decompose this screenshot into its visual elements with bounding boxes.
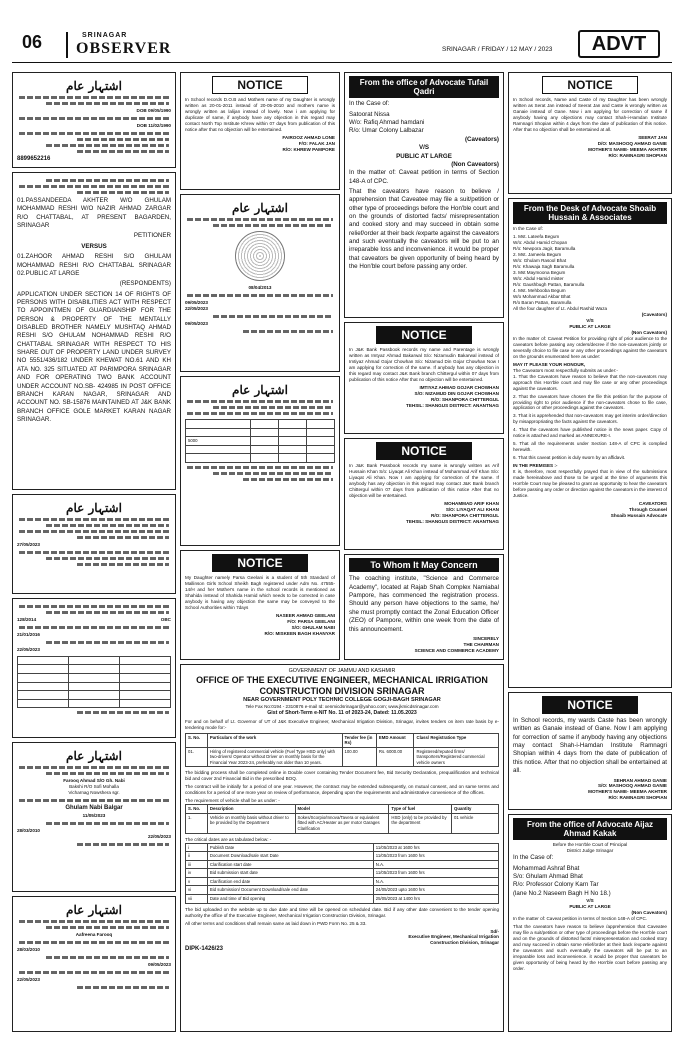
caveat-body: That the caveators have reason to believe /apprehension that Caveatee may file a suit/petition or other type of proceedings before the Hon'ble court and on the grounds of distorted facts/ misrepresentation and cooked story and may succeed in obtain some relief/order at their back /exparte against the caveators and such eventually the caveators will be put to an irreparable loss and inconvenience. it would be proper that caveators be given opportunity of being heard by the Hon'ble court before passing any order. (513, 923, 667, 971)
urdu-text-line (46, 822, 169, 825)
cell: 01. (186, 747, 208, 767)
submission-points (513, 374, 667, 462)
ad-date: 22/05/2023 (185, 305, 208, 311)
col-header: Quantity (452, 805, 499, 814)
newspaper-page (12, 10, 672, 1036)
table-row (186, 860, 499, 869)
signatory: R/O: MISKEEN BAGH KHANYAR (264, 630, 335, 636)
urdu-text-line (19, 766, 169, 769)
party: W/o Mohammad Akbar Bhat (513, 294, 571, 300)
urdu-ad-4 (12, 742, 176, 892)
dateline: SRINAGAR / FRIDAY / 12 MAY / 2023 (442, 46, 553, 53)
requirement-label: The requirement of vehicle shall be as under: - (185, 798, 280, 804)
party: 1. Mst. Lateefa Begum (513, 234, 560, 240)
urdu-text-line (46, 557, 169, 560)
salutation: MAY IT PLEASE YOUR HONOUR, (513, 361, 586, 367)
col-header: Class/ Registration Type (414, 733, 499, 747)
aijaz-kakak-caveat (508, 814, 672, 1032)
application-body: APPLICATION UNDER SECTION 14 OF RIGHTS OF PERSONS WITH DISABILITIES ACT WITH RESPECT TO APPOINTMEN OF GUARDIANSHIP FOR THE PERSON & PROPERTY OF THE MENTALLY DISABLED BROTHER NAMELY MUSHTAQ AHMAD RESHI S/O GHULAM NOHAMMAD RESHI R/O CHATTABAL SRINAGAR WITH RESPECT TO HIS SHARE OUT OF PROPERTY LAND UNDER SURVEY NO 5551/436/182 UNDER KHEWAT NO.61 AND KH ATA NO. 325 SITUATED AT PARIMPORA SRINAGAR AND FOR OPERATING TWO BANK ACCOUNT UNDER ACCOUNT NO.SB- 424985 IN POST OFFICE BRANCH KARAN NAGAR, SRINAGAR AND ACCOUNT NO. SB-15876 MAINTAINED AT J&K BANK BRANCH OFFICE GOLE MARKET KARAN NAGAR SRINAGAR. (17, 290, 171, 423)
urdu-text-line (187, 412, 333, 415)
urdu-text-line (46, 524, 169, 527)
cell: Bid submission start date (207, 869, 373, 878)
versus-label: V/S (586, 317, 594, 323)
ad-date: 09/05/2023 (185, 299, 208, 305)
cell: vii (186, 895, 208, 904)
versus-label: V/S (419, 144, 429, 152)
signatory: S/O: GHULAM NABI (291, 624, 335, 630)
submission-point: 4. That the caveators have published notice in the news paper. Copy of notice is attached and marked as ANNEXURE-I. (513, 427, 667, 439)
party: Satoorat Nissa (349, 110, 390, 118)
urdu-ad-7 (180, 376, 340, 546)
applicant-address: Bakshi R/O Sofi Mohalla (69, 783, 119, 789)
cell: Publish Date (207, 843, 373, 852)
role: (Caveators) (641, 311, 667, 317)
signatory: SCIENCE AND COMMERCE ACADEMY (414, 647, 499, 653)
concern-body: The coaching institute, "Science and Commerce Academy", located at Rajab Shah Complex Namiabal Pampore, has commenced the registration process. Should any person have objections to the same, he/ she must promptly contact the Zonal Education Officer (ZEO) of Pampore, within one week from the date of this announcement. (349, 575, 499, 633)
masthead (12, 10, 672, 62)
table-row (186, 813, 499, 833)
notice-body: In J&K Bank Passbook records my name is wrongly written as Arif Hussain Khan S/o: Liyaqat Ali Khan instead of Mohammad Arif Khan S/o: Liyaqat Ali Khan. Now I am applying for correction of the same. If anybody has any objection in this regard may contact J&K Bank branch Chittergul within 07 days from publication of this notice After that no objection will be entertained. (349, 463, 499, 498)
urdu-text-line (46, 641, 169, 644)
urdu-text-line (19, 518, 169, 521)
vehicle-table (185, 804, 499, 833)
applicant-name: Farooq Ahmad S/O Gh. Nabi (63, 778, 125, 783)
party: Mohammad Ashraf Bhat (513, 864, 580, 872)
cell: iv (186, 869, 208, 878)
premises-label: IN THE PREMISES :- (513, 463, 558, 469)
urdu-ad-1 (12, 72, 176, 168)
urdu-text-line (77, 536, 169, 539)
notice-body: In School records, Name and Caste of my Daughter has been wrongly written as Serat Jan instead of Seerat Jan and Caste is wrongly written as Ganaie instead of Gane. Now i am applying for correction of same if anybody having any objections may contact Shah-i-Hamdan Institute Ramnagri Shopian within 4 days from the date of publication of this notice. After that no objection shall be entertained at all. (513, 97, 667, 132)
submission-point: 5. That all the requirements under Section 148-A of CPC is complied herewith. (513, 441, 667, 453)
petitioner-role: PETITIONER (133, 232, 171, 240)
col-header: Tender fee (in Rs) (342, 733, 376, 747)
urdu-text-line (213, 315, 333, 318)
role: (Non Caveators) (451, 160, 499, 168)
urdu-text-line (77, 843, 169, 846)
govt-name: GOVERNMENT OF JAMMU AND KASHMIR (288, 668, 396, 674)
versus-label: VERSUS (81, 242, 107, 250)
col-header: Type of fuel (389, 805, 452, 814)
signatory: FAIROOZ AHMAD LONE (282, 134, 335, 140)
notice-body: In J&K Bank Passbook records my name and Parentage is wrongly written as Imtyaz Ahmad Bakarwal S/o: Nizamudin Bakarwal instead of Imtiyaz Ahmad Gojar Chowhan S/o: Nizamud Din Gojar Chowhan Now I am applying for correction of the same. If anybody has any objection in this regard may contact J&K Bank branch Chittergul within 07 days from publication of this notice After that no objection will be entertained. (349, 347, 499, 382)
urdu-text-line (46, 772, 169, 775)
urdu-text-line (46, 926, 169, 929)
brand-city: SRINAGAR (82, 32, 128, 39)
urdu-text-line (19, 941, 169, 944)
advocate-header: From the office of Advocate Tufail Qadri (349, 76, 499, 98)
ad-date: 11/05/2023 (82, 812, 106, 818)
ad-date: 22/05/2023 (148, 833, 171, 839)
work-table (185, 733, 499, 768)
signatory: Construction Division, Srinagar (430, 940, 499, 946)
role: (Caveators) (464, 135, 499, 143)
signatory: SEERAT JAN (638, 134, 667, 140)
advocate-header: From the Desk of Advocate Shoaib Hussain & Associates (513, 202, 667, 224)
urdu-text-line (213, 406, 333, 409)
urdu-ad-5 (12, 896, 176, 1032)
submission-point: 2. That the caveators have chosen the file this petition for the purpose of providing right to prior audience if the non-caveators chose to file case, application or other proceedings against the caveators. (513, 393, 667, 411)
urdu-text-line (19, 920, 169, 923)
cell: 01 vehicle (452, 813, 499, 833)
masthead-divider (66, 32, 68, 58)
col-header: EMD Amount (376, 733, 414, 747)
cell: Sokes/Scorpio/Innova/Tavera or equivalent fitted with AC/Heater as per motor Garages Clarification (295, 813, 389, 833)
party: R/o: Khawaja Sagh Baramulla (513, 264, 575, 270)
cell: Hiring of registered commercial vehicle (Fuel Type HSD only) with two-drivers/ Operator without Driver on monthly basis for the Financial Year 2023-24, preferably not older than 10 years. (207, 747, 342, 767)
court-seal (235, 231, 285, 281)
cell: 11/05/2023 from 1600 hrs (373, 852, 498, 861)
signatory: S/O: MASHOOQ AHMAD GANIE (598, 783, 667, 789)
urdu-text-line (19, 626, 169, 629)
tender-para: The bid uploaded on the website up to due date and time will be opened on scheduled date. Bid if any other date convenient to the tender opening authority the office of the Executive Engineer, Mechanical Irrigation Construction Division, Srinagar. (185, 906, 499, 918)
party: W/o: Rafiq Ahmad hamdani (349, 119, 425, 127)
cell: ii (186, 852, 208, 861)
ad-date: 09/05/2023 (185, 320, 208, 326)
to-whom-it-may-concern (344, 554, 504, 660)
col-header: Model (295, 805, 389, 814)
urdu-ad-heading: اشتہار عام (66, 749, 122, 763)
submission-point: 6. That this caveat petition is duly sworn by an affidavit. (513, 455, 626, 461)
urdu-text-line (243, 330, 333, 333)
cell: v (186, 877, 208, 886)
notice-school-caste-sehran (508, 692, 672, 810)
tufail-qadri-caveat (344, 72, 504, 318)
col-header: Description (207, 805, 295, 814)
table-row (186, 886, 499, 895)
table-row (186, 895, 499, 904)
urdu-text-line (19, 530, 169, 533)
notice-passbook-arif (344, 438, 504, 550)
notice-title: NOTICE (376, 326, 472, 344)
cell: Bid submission/ Document Download/sale end date (207, 886, 373, 895)
urdu-text-line (213, 224, 333, 227)
table-row (186, 747, 499, 767)
party-list (513, 234, 667, 312)
signatory: D/O: MASHOOQ AHMAD GANIE (597, 140, 667, 146)
notice-title: NOTICE (376, 442, 472, 460)
cell: 11/05/2023 from 1600 hrs (373, 869, 498, 878)
cell: vi (186, 886, 208, 895)
urdu-text-line (46, 179, 169, 182)
cell: 25/05/2023 at 1400 hrs (373, 895, 498, 904)
urdu-text-line (77, 150, 169, 153)
urdu-text-line (19, 132, 169, 135)
urdu-text-line (77, 191, 169, 194)
party: All the four daughter of Lt. Abdul Rashid Waza (513, 305, 608, 311)
notice-school-mother (180, 550, 340, 660)
matter: In the matter of: Caveat Petition for providing right of prior audience to the caveators before passing any orders/decree if the non-caveators jointly or severally choice to file case or any other proceedings against the caveators on the grounds enumerated here as under: (513, 335, 667, 359)
notice-title: NOTICE (212, 554, 308, 572)
urdu-text-line (77, 563, 169, 566)
office-address: NEAR GOVERNMENT POLY TECHNIC COLLEGE GOGJI-BAGH SRINAGAR (243, 696, 441, 703)
signatory: R/O: RAMNAGRI SHOPIAN (608, 152, 667, 158)
masthead-rule (12, 62, 672, 63)
urdu-ad-heading: اشتہار عام (66, 79, 122, 93)
petitioner-names: 01.PASSANDEEDA AKHTER W/O GHULAM MOHAMMAD RESHI W/O NAZIR AHMAD ZARGAR R/O CHATTABAL, AT PRESENT BAGARDEN, SRINAGAR (17, 197, 171, 230)
contact-line: Tele Fax No:0194 - 2310876 e-mail Id: xenmicdsrinagar@yahoo.com; www.jkmicdsrinagar.com (245, 703, 439, 709)
table-row (186, 869, 499, 878)
cell: Vehicle on monthly basis without driver to be provided by the Department (207, 813, 295, 833)
signatory: MOTHER'S NAME- MEEMA AKHTER (588, 789, 667, 795)
land-table (185, 419, 335, 463)
col-header: Particulars of the work (207, 733, 342, 747)
signatory: CAVEATORS (638, 501, 667, 507)
urdu-text-line (77, 986, 169, 989)
urdu-text-line (243, 478, 333, 481)
shoaib-hussain-caveat (508, 198, 672, 688)
urdu-text-line (213, 472, 333, 475)
ad-date: 22/05/2023 (17, 976, 40, 982)
public-at-large: PUBLIC AT LARGE (569, 904, 611, 910)
public-at-large: PUBLIC AT LARGE (569, 323, 611, 329)
cell: iii (186, 860, 208, 869)
guardianship-notice (12, 172, 176, 490)
signatory: THE CHAIRMAN (463, 641, 499, 647)
cell: 100.00 (342, 747, 376, 767)
cell: Registered/reputed firms/ transporters/Registered commercial vehicle owners (414, 747, 499, 767)
cell: Document Download/sale start Date (207, 852, 373, 861)
signatory: F/O: FALAK JAN (298, 140, 335, 146)
urdu-text-line (19, 799, 169, 802)
case-intro: In the Case of: (349, 100, 390, 108)
cell: i (186, 843, 208, 852)
matter: In the matter of: Caveat petition in terms of Section 148-A of CPC. (349, 169, 499, 185)
page-number: 06 (22, 32, 43, 52)
urdu-text-line (77, 711, 169, 714)
urdu-text-line (19, 117, 169, 120)
party: 4. Mst. Mehbooba Begum (513, 288, 566, 294)
brand-name: OBSERVER (76, 40, 172, 57)
notice-body: In School records D.O.B and Mothers name of my Daughter is wrongly written as 20-01-2011 instead of 20-05-2010 and mothers name is wrongly written as lalijan instead of lovely. Now i am applying for duplicate of same, if anybody have any objection in this regard may contact North Top Institute Khrew within 07 days from publication of this notice after that no objection will be entertained. (185, 97, 335, 132)
ad-date: 28/03/2010 (17, 827, 40, 833)
ad-date: 27/05/2023 (17, 542, 40, 547)
critical-dates-table (185, 843, 499, 904)
urdu-text-line (46, 144, 169, 147)
signatory: IMTIYAZ AHMAD GOJAR CHOWHAN (419, 384, 499, 390)
signatory: MOHAMMAD ARIF KHAN (444, 500, 499, 506)
case-intro: In the Case of: (513, 226, 543, 232)
signatory: SEHRAN AHMAD GANIE (613, 777, 667, 783)
urdu-text-line (19, 96, 169, 99)
urdu-ad-heading: اشتہار عام (66, 501, 122, 515)
respondent-names: 01.ZAHOOR AHMAD RESHI S/O GHULAM MOHAMMAD RESHI R/O CHATTABAL SRINAGAR 02.PUBLIC AT LARGE (17, 253, 171, 277)
case-number: 128/2014 (17, 617, 37, 622)
urdu-text-line (77, 138, 169, 141)
signatory: R/O: KHREW PAMPORE (282, 146, 335, 152)
respondent-name: Ghulam Nabi Balgar (65, 804, 123, 811)
signatory: TEHSIL: SHANGUS DISTRICT: ANANTNAG (406, 402, 499, 408)
respondent-role: (RESPONDENTS) (119, 280, 171, 288)
party: R/o: Professor Colony Karn Tar (513, 881, 599, 889)
signatory: F/O: PARSA GEELANI (287, 618, 335, 624)
critical-dates-label: The critical dates are as tabulated below: - (185, 836, 272, 842)
cell: 11/05/2023 at 1600 hrs (373, 843, 498, 852)
advocate-header: From the office of Advocate Aijaz Ahmad Kakak (513, 818, 667, 840)
urdu-text-line (19, 971, 169, 974)
phone-number: 8899652216 (17, 155, 51, 162)
col-header: S. No. (186, 733, 208, 747)
prayer: It is, therefore, most respectfully prayed that in view of the submissions made hereinabove and those to be urged at the time of arguments this Hon'ble Court may be pleased to grant an opportunity to hear the caveators before passing any order or direction against the caveators in the interest of Justice. (513, 469, 667, 499)
tender-para: All other terms and conditions shall remain same as laid down in PWD Form No. 25 & 33. (185, 920, 367, 926)
tender-para: The bidding process shall be completed online in Double cover containing Tender Document fee, Bid Security Declaration, prequalification and technical bid and cover 2nd Financial Bid in the prescribed BOQ. (185, 770, 499, 782)
applicant-name: Aafreena Farooq (75, 932, 113, 937)
party: W/o: Abdul Hamid Chopan (513, 240, 568, 246)
role: (Non Caveators) (631, 910, 667, 916)
cell: 24/05/2023 upto 1600 hrs (373, 886, 498, 895)
party: 2. Mst. Jameela Begum (513, 252, 562, 258)
ad-date: 08/04/2013 (248, 285, 272, 290)
notice-passbook-imtiyaz (344, 322, 504, 434)
public-at-large: PUBLIC AT LARGE (396, 152, 452, 160)
signatory: R/O: SHANPORA CHITTERGUL (431, 396, 499, 402)
section-label: ADVT (578, 30, 660, 58)
signatory: S/O: LIYAQAT ALI KHAN (445, 506, 499, 512)
submission-point: 1. That the Caveators have reason to believe that the non-caveators may approach this Hon'ble court and may file case or any other proceedings against the caveators. (513, 373, 667, 391)
ad-date: 09/05/2023 (148, 961, 171, 967)
notice-school-caste-seerat (508, 72, 672, 194)
party: R/o: Gaushbugh Pattan, Baramulla (513, 282, 585, 288)
party: (lane No.2 Naseem Bagh H No 18.) (513, 889, 611, 897)
amount-cell: 5000 (186, 437, 251, 446)
urdu-ad-heading: اشتہار عام (66, 903, 122, 917)
submission-point: 3. That it is apprehended that non-caveators may get interim order/direction by misappropriating the facts against the caveators. (513, 413, 667, 425)
applicant-address: Vicharnag Nowshera sgr. (68, 789, 120, 795)
notice-school-dob (180, 72, 340, 190)
urdu-text-line (46, 956, 169, 959)
urdu-table (17, 656, 171, 708)
tender-notice (180, 664, 504, 1032)
urdu-ad-6 (180, 194, 340, 372)
party: R/o: Umar Colony Lalbazar (349, 127, 424, 135)
category-label: OBC (160, 617, 171, 622)
signatory: TEHSIL: SHANGUS DISTRICT: ANANTNAG (406, 518, 499, 524)
role: (Non Caveators) (631, 329, 667, 335)
urdu-text-line (19, 551, 169, 554)
cell: Clarification start date (207, 860, 373, 869)
signature-mark: Sd/- (490, 928, 499, 934)
tender-para: The contract will be initially for a period of one year. However, the contract may be extended subsequently, on mutual consent, and on same terms and conditions for a period of one more year on review of performance, depending upon the requirements and administrative convenience of the offices. (185, 784, 499, 796)
cell: HSD (only) to be provided by the department (389, 813, 452, 833)
ad-date: 28/03/2010 (17, 946, 40, 952)
notice-title: NOTICE (542, 76, 638, 94)
urdu-text-line (187, 218, 333, 221)
court-name: District Judge Srinagar (566, 848, 614, 854)
submission-intro: The Caveators most respectfully submits as under:- (513, 367, 618, 373)
court-name: Before the Hon'ble Court of Principal (552, 842, 628, 848)
cell: N.A. (373, 860, 498, 869)
cell: Rs. 6000.00 (376, 747, 414, 767)
case-line (17, 617, 171, 623)
dipk-number: DIPK-1426/23 (185, 946, 224, 953)
party: R/o Baran Pattan, Baramulla (513, 300, 572, 305)
signatory: SINCERELY (473, 635, 499, 641)
case-intro: In the Case of: (513, 854, 554, 862)
concern-title: To Whom It May Concern (349, 558, 499, 572)
party: S/o: Ghulam Ahmad Bhat (513, 873, 583, 881)
party: W/o: Abdul Hamid mister (513, 276, 564, 282)
table-row (186, 843, 499, 852)
signatory: Executive Engineer, Mechanical Irrigation (408, 934, 499, 940)
urdu-text-line (187, 466, 333, 469)
party: W/o: Ghulam Rasool Bhat (513, 258, 567, 264)
versus-label: V/S (586, 898, 594, 904)
urdu-text-line (46, 102, 169, 105)
cell: Clarification end date (207, 877, 373, 886)
signatory: R/O: RAMNAGRI SHOPIAN (608, 795, 667, 801)
signatory: NASEER AHMAD GEELANI (275, 612, 335, 618)
ad-date: 21/01/2016 (17, 631, 40, 637)
tender-intro: For and on behalf of Lt. Governor of UT of J&K Executive Engineer, Mechanical Irrigation Division, Srinagar, invites tenders on item rate basis by e-tendering mode for:- (185, 718, 499, 730)
notice-title: NOTICE (212, 76, 308, 94)
party: 3. Mst Maymoona Begum (513, 270, 566, 276)
notice-title: NOTICE (542, 696, 638, 714)
signatory: R/O: SHANPORA CHITTERGUL (431, 512, 499, 518)
notice-body: In School records, my wards Caste has been wrongly written as Ganaie instead of Gane. Now I am applying for correction of same if anybody having any objections may contact Shah-i-Hamdan Institute Ramnagri Shopian within 4 days from the date of publication of this notice. After that no objection shall be entertained at all. (513, 717, 667, 775)
table-row (186, 852, 499, 861)
signatory: MOTHER'S NAME- MEEMA AKHTER (588, 146, 667, 152)
signatory: S/O: NIZAMUD DIN GOJAR CHOWHAN (414, 390, 499, 396)
urdu-ad-3 (12, 598, 176, 738)
cell: N.A. (373, 877, 498, 886)
signatory: Through Counsel (628, 507, 667, 512)
matter: In the matter of: Caveat petition in terms of Section 148-A of CPC. (513, 916, 648, 922)
dob-text: DOB 11/02/1990 (136, 122, 171, 128)
table-row (186, 877, 499, 886)
party: R/o: Newpora Jagir, Baramulla (513, 246, 576, 252)
urdu-ad-heading: اشتہار عام (232, 383, 288, 397)
notice-body: My Daughter namely Parsa Geelani is a student of 5th Standard of Mallinson Girls School Sheikh Bagh registered under Adm No. 47555-14/H and her Mother's name in the school records is mentioned as Shahida instead of Shahida Hamid which needs to be corrected in case anybody is having any objection the same may be conveyed to the School Authorities within 7days (185, 575, 335, 610)
urdu-text-line (187, 294, 333, 297)
caveat-body: That the caveators have reason to believe / apprehension that Caveatee may file a suit/petition or other type of proceedings before the Hon'ble court and on the grounds of distorted facts/ misrepresentation and cooked story and may succeed in obtain some relief/order at their back /exparte against the caveators and such eventually the caveators will be put to an irreparable loss and inconvenience. it would be proper that caveators be given opportunity of being heard by the Hon'ble court before passing any order. (349, 187, 499, 271)
signatory: Shoaib Hussain Advocate (610, 512, 667, 518)
cell: Date and time of Bid opening (207, 895, 373, 904)
urdu-text-line (19, 605, 169, 608)
cell: 1. (186, 813, 208, 833)
nit-number: Gist of Short-Term e-NIT No. 11 of 2023-24, Dated: 11.05.2023 (267, 709, 417, 716)
urdu-ad-heading: اشتہار عام (232, 201, 288, 215)
dob-text: DOB 09/05/1990 (136, 108, 171, 113)
urdu-text-line (187, 400, 333, 403)
col-header: S. No. (186, 805, 208, 814)
ad-date: 22/05/2023 (17, 646, 40, 652)
urdu-text-line (46, 611, 169, 614)
urdu-ad-2 (12, 494, 176, 594)
urdu-text-line (19, 185, 169, 188)
office-name: OFFICE OF THE EXECUTIVE ENGINEER, MECHANICAL IRRIGATION CONSTRUCTION DIVISION SRINAGAR (196, 675, 488, 696)
